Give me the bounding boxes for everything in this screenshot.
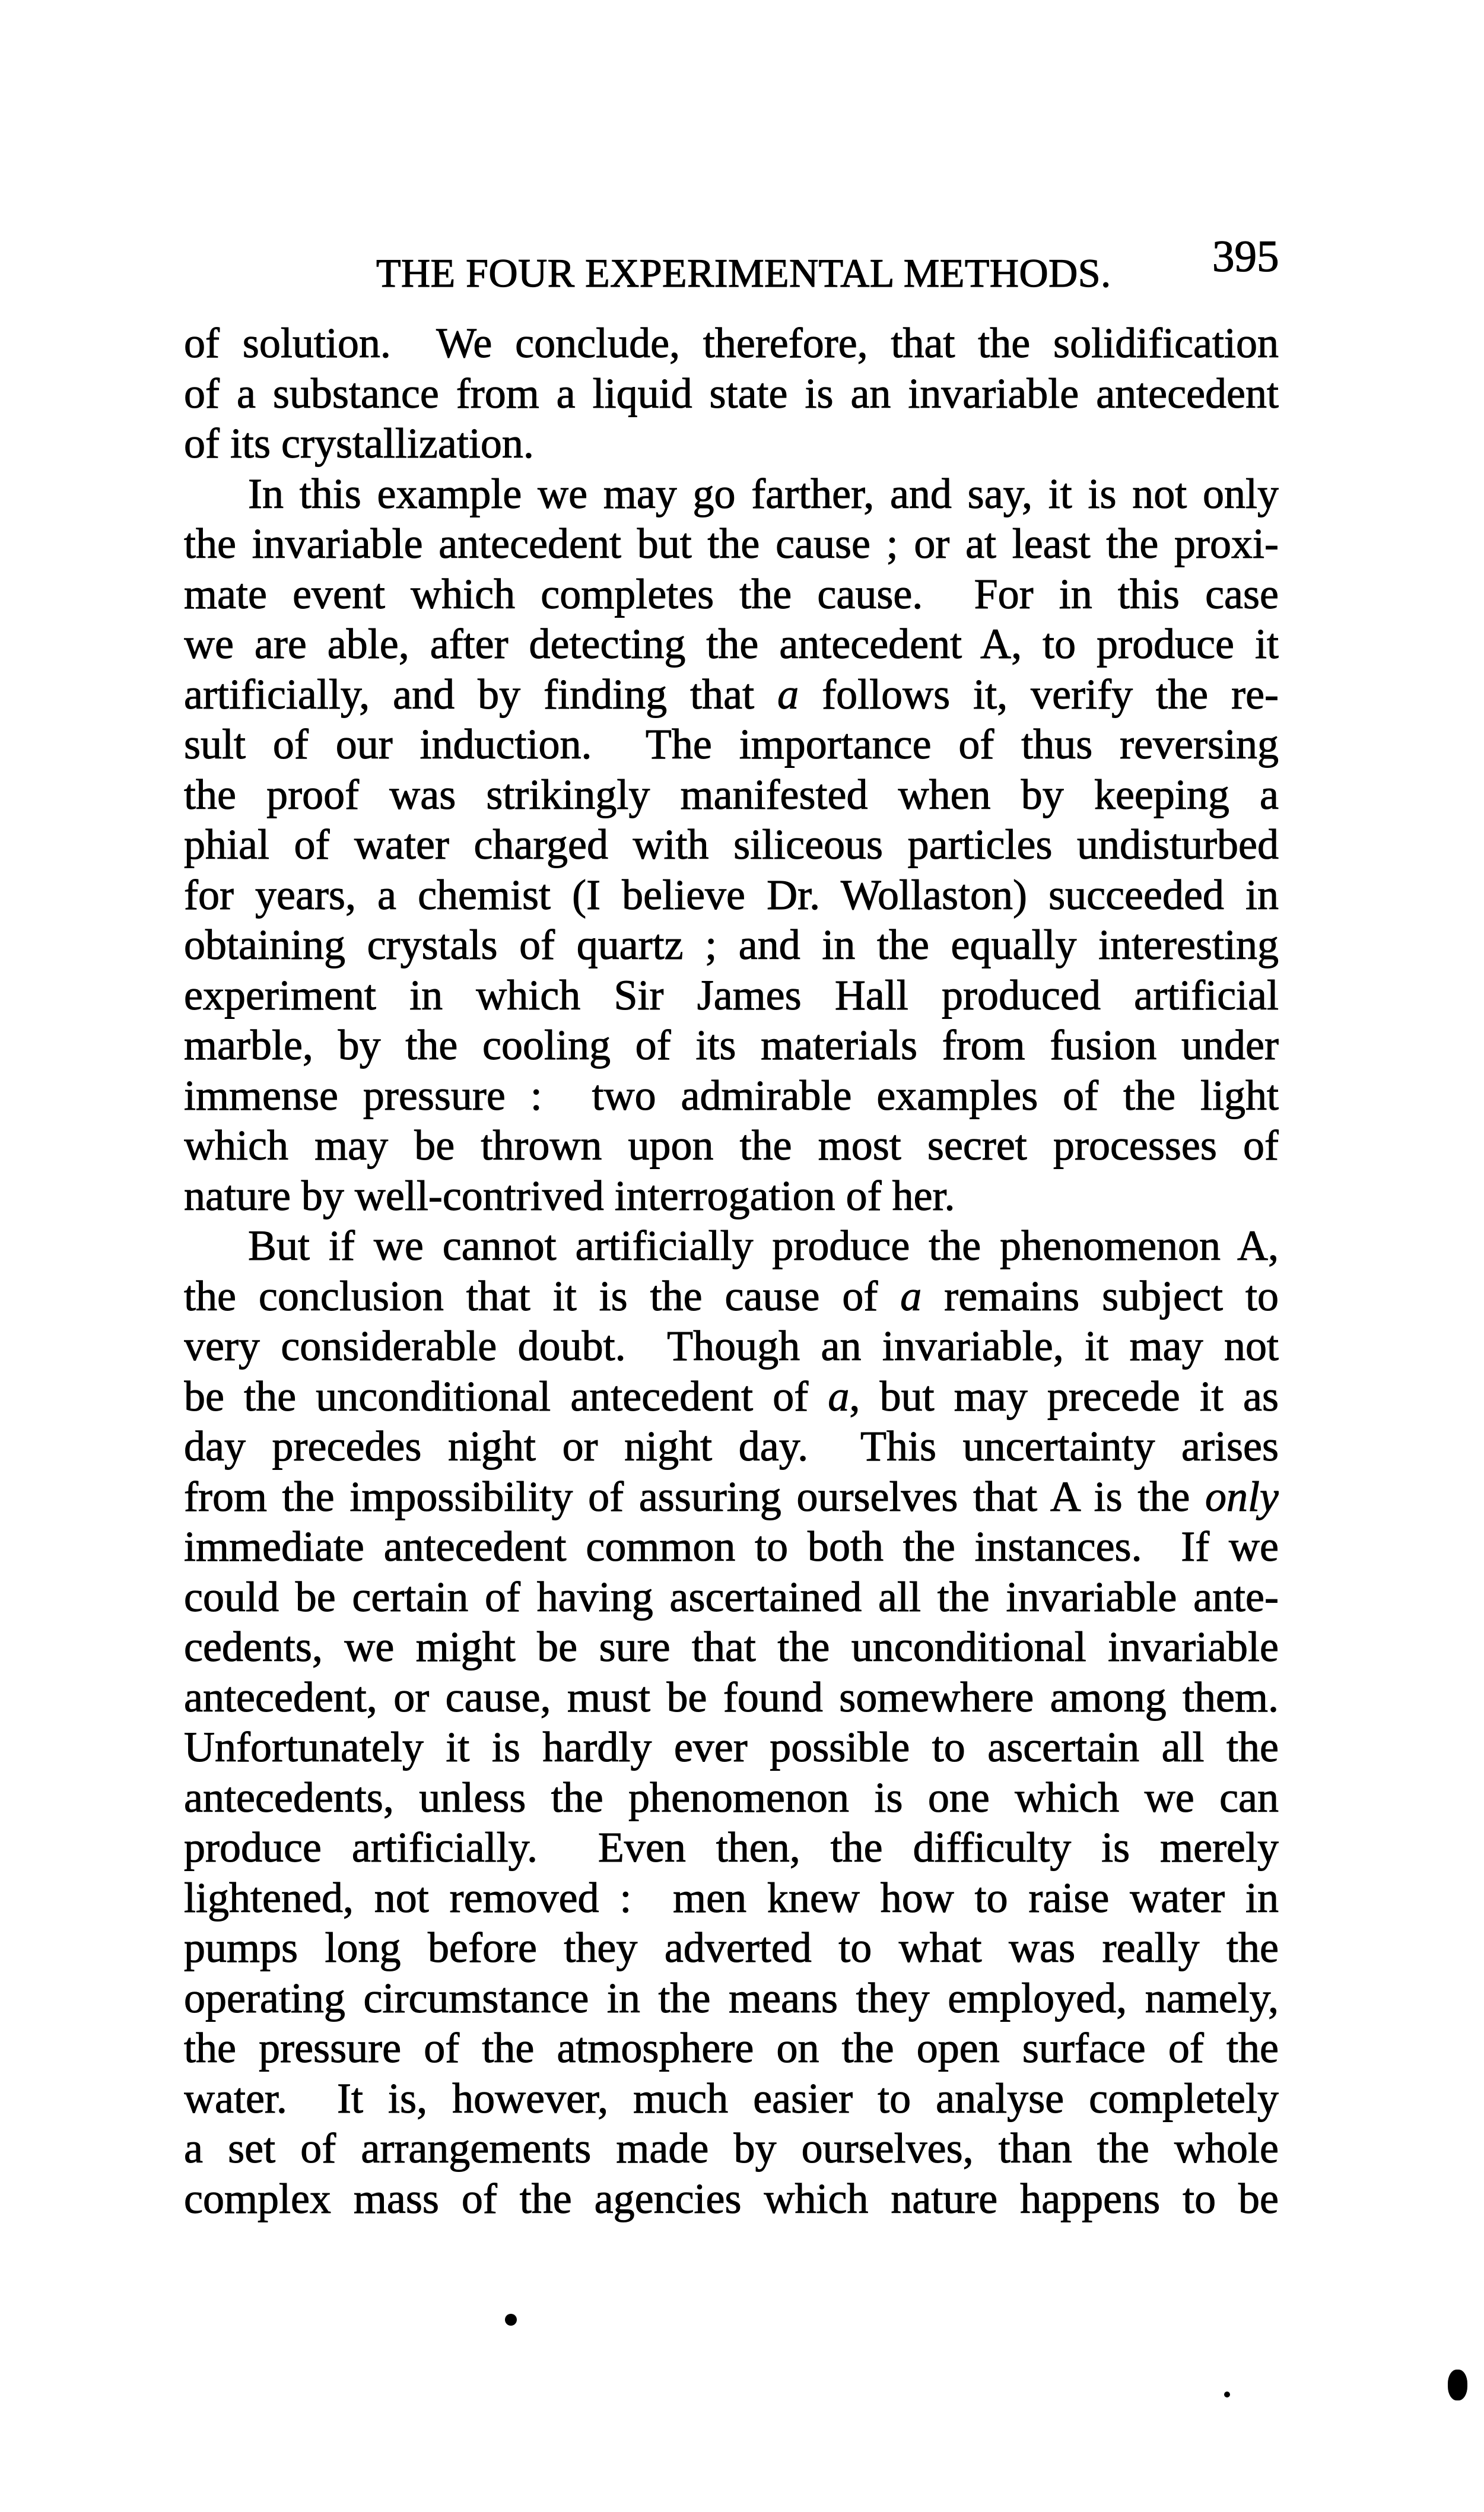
text-run: follows it, verify the re- (799, 670, 1279, 718)
text-line (184, 2073, 1279, 2124)
text-line (184, 1171, 1279, 1221)
text-run: water. It is, however, much easier to analyse completely (184, 2074, 1279, 2122)
text-line (184, 1522, 1279, 1572)
text-run: lightened, not removed : men knew how to raise water in (184, 1873, 1279, 1922)
paragraph (184, 1221, 1279, 2224)
text-line (184, 1221, 1279, 1271)
text-run: produce artificially. Even then, the difficulty is merely (184, 1824, 1279, 1871)
text-line (184, 2174, 1279, 2224)
text-line (184, 1472, 1279, 1522)
text-line (184, 519, 1279, 569)
ink-blob-right (1448, 2370, 1467, 2400)
text-run: sult of our induction. The importance of thus reversing (184, 720, 1279, 768)
text-line (184, 1120, 1279, 1171)
text-line (184, 1020, 1279, 1071)
text-line (184, 870, 1279, 920)
text-line (184, 1371, 1279, 1422)
paragraph (184, 469, 1279, 1221)
text-run: But if we cannot artificially produce the phenomenon A, (248, 1222, 1279, 1269)
text-line (184, 1421, 1279, 1472)
text-run: for years, a chemist (I believe Dr. Wollaston) succeeded in (184, 871, 1279, 919)
page-number: 395 (1212, 232, 1279, 281)
text-run: In this example we may go farther, and say, it is not only (248, 469, 1279, 517)
text-line (184, 469, 1279, 519)
text-line (184, 1923, 1279, 1973)
running-head-title: THE FOUR EXPERIMENTAL METHODS. (376, 250, 1111, 296)
text-line (184, 1672, 1279, 1723)
text-run: very considerable doubt. Though an invariable, it may not (184, 1322, 1279, 1370)
text-run: immense pressure : two admirable examples of the light (184, 1071, 1279, 1119)
text-run: obtaining crystals of quartz ; and in the equally interesting (184, 921, 1279, 968)
text-line (184, 2123, 1279, 2174)
text-run: operating circumstance in the means they employed, namely, (184, 1974, 1279, 2022)
text-run: we are able, after detecting the antecedent A, to produce it (184, 620, 1279, 668)
text-run: the pressure of the atmosphere on the open surface of the (184, 2024, 1279, 2072)
body-text (184, 318, 1279, 2224)
text-run: of a substance from a liquid state is an invariable antecedent (184, 369, 1279, 417)
text-line (184, 1822, 1279, 1873)
text-line (184, 1873, 1279, 1923)
text-line (184, 1722, 1279, 1773)
text-line (184, 1271, 1279, 1322)
text-run: could be certain of having ascertained all the invariable ante- (184, 1573, 1279, 1621)
italic-text-run: a (900, 1272, 922, 1320)
text-line (184, 569, 1279, 620)
text-line (184, 418, 1279, 469)
ink-dot-center (505, 2314, 517, 2326)
text-run: remains subject to (921, 1272, 1279, 1320)
text-run: from the impossibility of assuring ourselves that A is the (184, 1472, 1206, 1520)
text-line (184, 1622, 1279, 1672)
text-run: Unfortunately it is hardly ever possible to ascertain all the (184, 1723, 1279, 1771)
text-run: day precedes night or night day. This uncertainty arises (184, 1422, 1279, 1470)
text-run: cedents, we might be sure that the unconditional invariable (184, 1623, 1279, 1671)
paragraph (184, 318, 1279, 469)
text-line (184, 770, 1279, 820)
text-run: artificially, and by finding that (184, 670, 778, 718)
text-line (184, 669, 1279, 720)
text-run: , but may precede it as (849, 1372, 1279, 1420)
ink-dot-small (1224, 2392, 1230, 2397)
text-run: the conclusion that it is the cause of (184, 1272, 901, 1320)
italic-text-run: only (1205, 1472, 1279, 1520)
text-line (184, 318, 1279, 369)
text-line (184, 1572, 1279, 1622)
text-line (184, 1973, 1279, 2024)
text-run: be the unconditional antecedent of (184, 1372, 828, 1420)
text-run: phial of water charged with siliceous particles undisturbed (184, 821, 1279, 868)
text-line (184, 1773, 1279, 1823)
text-run: which may be thrown upon the most secret processes of (184, 1122, 1279, 1169)
italic-text-run: a (828, 1372, 850, 1420)
text-line (184, 920, 1279, 970)
text-line (184, 820, 1279, 870)
text-run: antecedents, unless the phenomenon is one which we can (184, 1773, 1279, 1821)
text-run: mate event which completes the cause. For in this case (184, 570, 1279, 618)
text-run: pumps long before they adverted to what was really the (184, 1924, 1279, 1971)
text-line (184, 2023, 1279, 2073)
text-line (184, 1071, 1279, 1121)
text-run: marble, by the cooling of its materials from fusion under (184, 1021, 1279, 1069)
text-line (184, 369, 1279, 419)
text-run: the invariable antecedent but the cause ; or at least the proxi- (184, 520, 1279, 567)
text-run: of solution. We conclude, therefore, that the solidification (184, 319, 1279, 367)
text-run: immediate antecedent common to both the instances. If we (184, 1523, 1279, 1570)
text-run: a set of arrangements made by ourselves, than the whole (184, 2124, 1279, 2172)
text-run: of its crystallization. (184, 420, 534, 467)
text-line (184, 1321, 1279, 1371)
text-line (184, 619, 1279, 669)
italic-text-run: a (777, 670, 799, 718)
text-line (184, 970, 1279, 1021)
text-run: complex mass of the agencies which nature happens to be (184, 2174, 1279, 2222)
text-run: nature by well-contrived interrogation of her. (184, 1171, 955, 1220)
text-line (184, 719, 1279, 770)
text-run: the proof was strikingly manifested when by keeping a (184, 770, 1279, 818)
text-run: antecedent, or cause, must be found somewhere among them. (184, 1673, 1279, 1721)
text-run: experiment in which Sir James Hall produced artificial (184, 971, 1279, 1019)
